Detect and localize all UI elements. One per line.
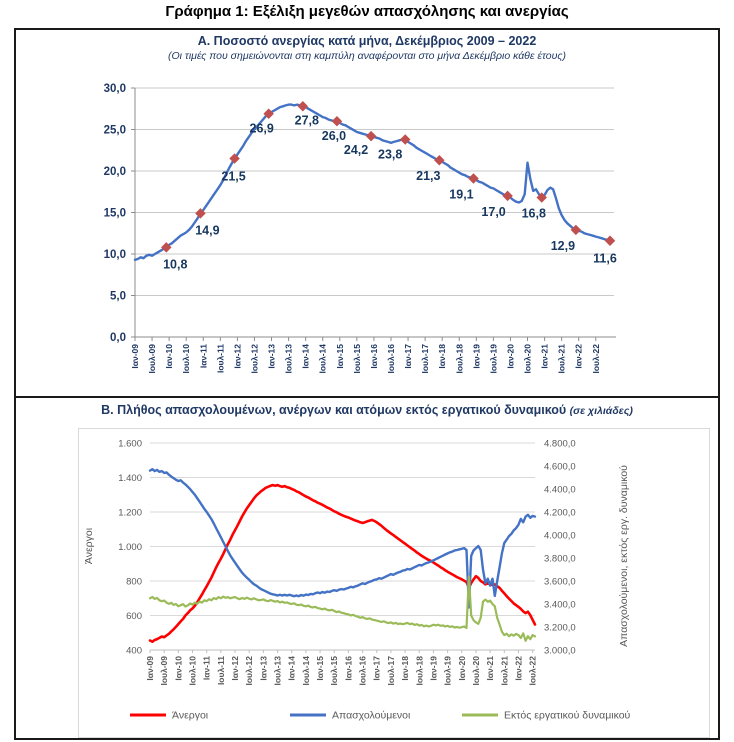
svg-text:Ιαν-14: Ιαν-14 [300, 344, 311, 369]
figure-title: Γράφημα 1: Εξέλιξη μεγεθών απασχόλησης και ανεργίας [165, 3, 569, 20]
svg-text:Ιαν-15: Ιαν-15 [315, 656, 326, 681]
svg-text:Ιουλ-20: Ιουλ-20 [470, 656, 481, 686]
panel-divider [14, 396, 718, 398]
panel-b-title [14, 403, 720, 417]
svg-text:4.200,0: 4.200,0 [544, 507, 576, 519]
svg-text:Ιαν-14: Ιαν-14 [286, 656, 297, 681]
svg-text:Ιουλ-15: Ιουλ-15 [329, 656, 340, 686]
svg-text:Ιουλ-11: Ιουλ-11 [215, 656, 226, 686]
svg-text:Ιουλ-15: Ιουλ-15 [351, 344, 362, 374]
svg-text:3.600,0: 3.600,0 [544, 576, 576, 588]
svg-text:4.600,0: 4.600,0 [544, 461, 576, 473]
panel-a-data-labels [163, 113, 617, 271]
panel-b-series-line [150, 485, 535, 642]
left-axis-title: Άνεργοι [83, 527, 95, 565]
svg-text:Ιουλ-09: Ιουλ-09 [159, 656, 170, 686]
svg-text:Ιαν-15: Ιαν-15 [334, 344, 345, 369]
svg-text:4.000,0: 4.000,0 [544, 530, 576, 542]
svg-text:Ιουλ-10: Ιουλ-10 [187, 656, 198, 686]
svg-text:Ιαν-20: Ιαν-20 [505, 344, 516, 369]
panel-b-left-axis-labels [118, 439, 142, 657]
svg-text:Ιουλ-16: Ιουλ-16 [385, 344, 396, 374]
svg-text:Ιουλ-17: Ιουλ-17 [420, 344, 431, 374]
svg-text:12,9: 12,9 [550, 238, 576, 253]
svg-text:Ιαν-09: Ιαν-09 [145, 656, 155, 681]
svg-text:1.200: 1.200 [118, 507, 142, 519]
svg-text:Ιουλ-19: Ιουλ-19 [488, 344, 499, 374]
svg-text:Ιουλ-17: Ιουλ-17 [385, 656, 396, 686]
svg-text:21,5: 21,5 [221, 169, 246, 184]
svg-text:Ιουλ-13: Ιουλ-13 [283, 344, 294, 374]
panel-a-gridlines [135, 88, 614, 296]
svg-text:Ιαν-11: Ιαν-11 [201, 656, 212, 681]
svg-text:Ιαν-16: Ιαν-16 [343, 656, 354, 681]
svg-text:Ιαν-13: Ιαν-13 [258, 656, 269, 681]
svg-text:30,0: 30,0 [103, 83, 126, 95]
svg-text:Ιαν-20: Ιαν-20 [456, 656, 467, 681]
svg-text:Ιαν-19: Ιαν-19 [428, 656, 439, 681]
svg-text:16,8: 16,8 [521, 206, 546, 221]
svg-text:19,1: 19,1 [449, 187, 474, 202]
panel-a-x-axis-labels [130, 344, 601, 374]
svg-text:Ιαν-16: Ιαν-16 [368, 344, 379, 369]
svg-text:10,8: 10,8 [163, 257, 188, 272]
svg-text:Ιουλ-22: Ιουλ-22 [590, 344, 601, 374]
svg-text:26,0: 26,0 [321, 129, 347, 144]
svg-text:Ιουλ-21: Ιουλ-21 [556, 344, 567, 374]
svg-text:Ιαν-09: Ιαν-09 [130, 344, 140, 369]
svg-text:Ιουλ-16: Ιουλ-16 [357, 656, 368, 686]
svg-text:Ιαν-13: Ιαν-13 [266, 344, 277, 369]
legend-label: Άνεργοι [172, 709, 209, 722]
svg-text:Ιαν-11: Ιαν-11 [198, 344, 209, 369]
panel-a-y-axis-labels [104, 83, 126, 344]
svg-text:3.000,0: 3.000,0 [544, 645, 576, 657]
svg-text:Ιαν-12: Ιαν-12 [230, 656, 241, 681]
svg-text:Ιουλ-21: Ιουλ-21 [499, 656, 510, 686]
svg-text:4.400,0: 4.400,0 [544, 484, 576, 496]
svg-text:26,9: 26,9 [249, 121, 274, 136]
svg-text:3.200,0: 3.200,0 [544, 622, 576, 634]
svg-text:17,0: 17,0 [481, 204, 506, 219]
svg-text:Ιαν-17: Ιαν-17 [403, 344, 414, 369]
svg-text:10,0: 10,0 [103, 249, 126, 261]
svg-text:Ιουλ-20: Ιουλ-20 [522, 344, 533, 374]
panel-b-title-suffix: (σε χιλιάδες) [569, 405, 633, 417]
panel-b-legend [130, 710, 631, 722]
svg-text:15,0: 15,0 [103, 207, 126, 220]
svg-text:Ιουλ-12: Ιουλ-12 [249, 344, 260, 374]
svg-text:Ιουλ-18: Ιουλ-18 [414, 656, 425, 686]
svg-text:1.400: 1.400 [118, 473, 142, 484]
svg-text:Ιουλ-14: Ιουλ-14 [317, 344, 328, 374]
svg-text:Ιαν-10: Ιαν-10 [164, 344, 175, 369]
panel-b-title-text: Β. Πλήθος απασχολουμένων, ανέργων και ατόμων εκτός εργατικού δυναμικού [101, 403, 567, 417]
svg-text:Ιαν-12: Ιαν-12 [232, 344, 243, 369]
svg-text:Ιαν-21: Ιαν-21 [539, 344, 550, 369]
panel-b-chart [78, 428, 708, 736]
legend-label: Εκτός εργατικού δυναμικού [504, 709, 631, 722]
svg-text:20,0: 20,0 [103, 166, 126, 178]
svg-text:Ιαν-22: Ιαν-22 [573, 344, 584, 369]
svg-text:24,2: 24,2 [343, 143, 369, 158]
svg-text:1.000: 1.000 [118, 542, 142, 553]
panel-a-title: Α. Ποσοστό ανεργίας κατά μήνα, Δεκέμβριος 2009 – 2022 [197, 34, 537, 48]
svg-text:600: 600 [126, 611, 142, 622]
svg-text:Ιαν-18: Ιαν-18 [437, 344, 448, 369]
svg-text:Ιουλ-22: Ιουλ-22 [527, 656, 538, 686]
panel-b-axes [150, 650, 535, 653]
svg-text:5,0: 5,0 [110, 290, 126, 303]
svg-text:Ιουλ-11: Ιουλ-11 [215, 344, 226, 374]
svg-text:27,8: 27,8 [294, 113, 319, 128]
svg-text:Ιουλ-10: Ιουλ-10 [181, 344, 192, 374]
svg-text:800: 800 [126, 576, 142, 588]
svg-text:Ιαν-19: Ιαν-19 [471, 344, 482, 369]
panel-a-chart [14, 66, 719, 396]
svg-text:Ιουλ-12: Ιουλ-12 [244, 656, 255, 686]
svg-text:Ιουλ-19: Ιουλ-19 [442, 656, 453, 686]
svg-text:Ιουλ-09: Ιουλ-09 [147, 344, 158, 374]
svg-text:4.800,0: 4.800,0 [544, 438, 576, 450]
svg-text:1.600: 1.600 [118, 438, 142, 450]
svg-text:11,6: 11,6 [593, 251, 617, 266]
panel-b-right-axis-labels [544, 439, 576, 657]
right-axis-title: Απασχολούμενοι, εκτός εργ. δυναμικού [618, 465, 630, 647]
svg-text:0,0: 0,0 [110, 332, 126, 344]
svg-text:Ιουλ-14: Ιουλ-14 [300, 656, 311, 686]
svg-text:Ιαν-18: Ιαν-18 [400, 656, 411, 681]
svg-text:25,0: 25,0 [103, 124, 126, 137]
panel-b-x-axis-labels [145, 656, 538, 686]
svg-text:Ιουλ-18: Ιουλ-18 [454, 344, 465, 374]
legend-label: Απασχολούμενοι [332, 709, 411, 722]
svg-text:Ιαν-10: Ιαν-10 [173, 656, 184, 681]
svg-text:23,8: 23,8 [378, 147, 403, 162]
panel-a-subtitle: (Οι τιμές που σημειώνονται στη καμπύλη αναφέρονται στο μήνα Δεκέμβριο κάθε έτους) [167, 50, 567, 62]
svg-text:Ιαν-17: Ιαν-17 [371, 656, 382, 681]
svg-text:3.800,0: 3.800,0 [544, 553, 576, 565]
svg-text:Ιαν-21: Ιαν-21 [485, 656, 496, 681]
svg-text:Ιουλ-13: Ιουλ-13 [272, 656, 283, 686]
svg-text:14,9: 14,9 [195, 223, 220, 238]
svg-text:Ιαν-22: Ιαν-22 [513, 656, 524, 681]
svg-text:3.400,0: 3.400,0 [544, 599, 576, 611]
svg-text:400: 400 [126, 645, 142, 657]
svg-text:21,3: 21,3 [416, 169, 441, 184]
